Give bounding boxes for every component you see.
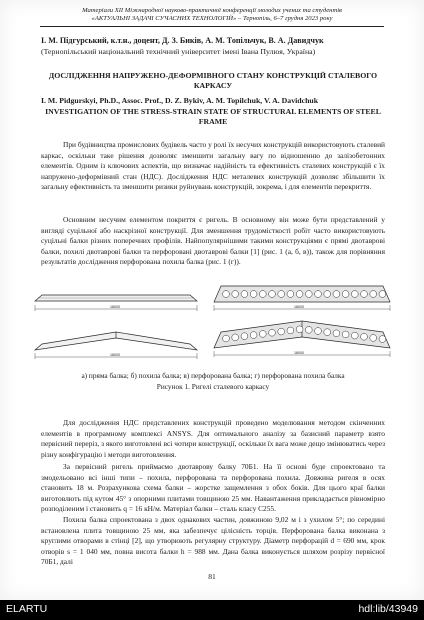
beam-perforated-sloped: [214, 321, 390, 357]
perforation-hole: [370, 335, 377, 342]
perforation-hole: [269, 291, 276, 298]
footer-handle-link[interactable]: hdl:lib/43949: [358, 603, 418, 615]
paragraph-sloped-perforated: Похила балка спроектована з двох однакових частин, довжиною 9,02 м і з ухилом 5°; по середині встановлена плита товщиною 25 мм, яка забезпечує цілісність торців. Перфорована балка виконана з круглими отворами в стінці [2], що утворюють регулярну структуру. Діаметр перфорацій d = 690 мм, крок отворів s = 1 040 мм, повна висота балки h = 988 мм. Дана балка виконується шляхом розрізу первісної 70Б1, далі: [41, 515, 385, 567]
perforation-hole: [296, 291, 303, 298]
dimension-a: 18000: [110, 305, 120, 309]
paragraph-intro: При будівництва промислових будівель часто у ролі їх несучих конструкцій використовують сталевий каркас, оскільки таке рішення дозволяє зменшити загальну вагу по відношенню до залізобетонних елементів. Одним із ключових аспектів, що визначає надійність та ефективність сталевих конструкцій є їх напружено-деформівний стан (НДС). Дослідження НДС металевих конструкцій дозволяє збільшити їх загальну ефективність та зменшити ризики руйнувань конструкцій, зокрема, і для елементів перекриття.: [41, 140, 385, 192]
perforation-hole: [342, 291, 349, 298]
figure-subcaptions: а) пряма балка; б) похила балка; в) перфорована балка; г) перфорована похила балка: [81, 371, 345, 380]
header-line-2: «АКТУАЛЬНІ ЗАДАЧІ СУЧАСНИХ ТЕХНОЛОГІЙ» – Тернопіль, 6–7 грудня 2023 року: [91, 15, 333, 22]
perforation-hole: [296, 326, 303, 333]
paragraph-base-beam: За первісний ригель приймаємо двотаврову балку 70Б1. На її основі буде спроектовано та змодельовано всі інші типи – похила, перфорована та перфорована похила. Довжина ригеля в осях становить 18 м. Розрахункова схема балки – жорстке защемлення з обох боків. Для цього краї балки виготовлють під кутом 45° з опорними плитами товщиною 25 мм. Навантаження прикладається рівномірно розподіленим і становить q = 16 кН/м. Матеріал балки – сталь класу С255.: [41, 462, 385, 514]
header-rule: [40, 26, 384, 27]
perforation-hole: [342, 331, 349, 338]
beam-perforated: [214, 286, 390, 311]
figure-beams-drawing: [30, 280, 394, 360]
paragraph-modeling: Для дослідження НДС представлених конструкцій проведено моделювання методом скінченних елементів в програмному комплексі ANSYS. Для оптимального аналізу за базисний параметр взято первісний переріз, з якого виготовлені всі чотири конструкції, оскільки їх вага може дещо змінюватись через різну конфігурацію і методи виготовлення.: [41, 418, 385, 459]
perforation-hole: [278, 328, 285, 335]
affiliation-ua: (Тернопільський національний технічний університет імені Івана Пулюя, Україна): [41, 47, 316, 56]
perforation-hole: [269, 329, 276, 336]
perforation-hole: [287, 291, 294, 298]
title-en: INVESTIGATION OF THE STRESS-STRAIN STATE OF STRUCTURAL ELEMENTS OF STEEL FRAME: [45, 107, 381, 126]
page-number: 81: [208, 572, 216, 581]
perforation-hole: [361, 291, 368, 298]
perforation-hole: [315, 291, 322, 298]
perforation-hole: [223, 335, 230, 342]
figure-caption: Рисунок 1. Ригелі сталевого каркасу: [156, 382, 270, 391]
dimension-b: 18000: [110, 353, 120, 357]
paragraph-beam-types: Основним несучим елементом покриття є ригель. В основному він може бути представлений у вигляді суцільної або наскрізної конструкції. Для зменшення трудомісткості робіт часто використовують суцільні балки різних поперечних профілів. Найпопулярнішими такими конструкціями є прямі двотаврові балки, похилі двотаврові балки та перфоровані двотаврові балки [1] (рис. 1 (а, б, в)), також для порівняння результатів дослідження перфорована похила балка (рис. 1 (г)).: [41, 215, 385, 267]
perforation-hole: [351, 291, 358, 298]
perforation-hole: [333, 291, 340, 298]
perforation-hole: [324, 329, 331, 336]
perforation-hole: [379, 291, 386, 298]
footer-repository-name: ELARTU: [6, 603, 48, 615]
perforation-hole: [379, 336, 386, 343]
perforation-hole: [241, 333, 248, 340]
perforation-hole: [223, 291, 230, 298]
repository-footer: [0, 600, 424, 620]
conference-header: [40, 7, 384, 23]
perforation-hole: [259, 331, 266, 338]
perforation-hole: [232, 334, 239, 341]
perforation-hole: [324, 291, 331, 298]
beam-sloped: [35, 332, 197, 359]
perforation-hole: [305, 291, 312, 298]
perforation-hole: [305, 326, 312, 333]
dimension-c: 18000: [294, 305, 304, 309]
title-ua: ДОСЛІДЖЕННЯ НАПРУЖЕНО-ДЕФОРМІВНОГО СТАНУ КОНСТРУКЦІЙ СТАЛЕВОГО КАРКАСУ: [48, 71, 378, 90]
perforation-hole: [287, 327, 294, 334]
perforation-hole: [333, 330, 340, 337]
authors-ua: І. М. Підгурський, к.т.н., доцент, Д. З. Биків, А. М. Топільчук, В. А. Давидчук: [41, 36, 324, 45]
beam-straight: [35, 295, 197, 311]
perforation-hole: [315, 328, 322, 335]
perforation-hole: [278, 291, 285, 298]
perforation-hole: [259, 291, 266, 298]
perforation-hole: [250, 291, 257, 298]
authors-en: I. M. Pidgurskyi, Ph.D., Assoc. Prof., D. Z. Bykiv, A. M. Topilchuk, V. A. Davidchuk: [41, 96, 319, 105]
perforation-hole: [241, 291, 248, 298]
header-line-1: Матеріали XII Міжнародної науково-практичної конференції молодих учених та студентів: [82, 7, 342, 14]
perforation-hole: [351, 332, 358, 339]
perforation-hole: [361, 333, 368, 340]
perforation-hole: [250, 332, 257, 339]
dimension-d: 18000: [294, 351, 304, 355]
perforation-hole: [232, 291, 239, 298]
figure-beams: [30, 280, 394, 360]
perforation-hole: [370, 291, 377, 298]
